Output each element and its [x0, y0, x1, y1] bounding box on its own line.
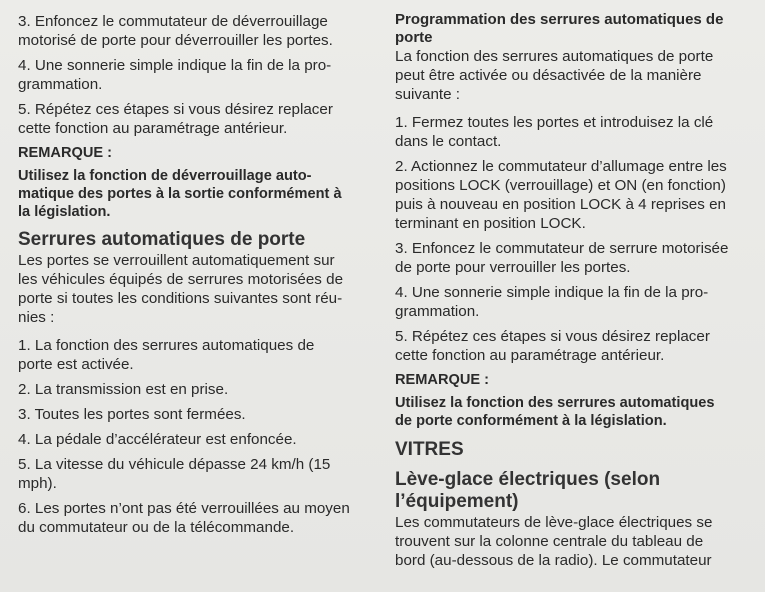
text-line: 4. Une sonnerie simple indique la fin de la pro-: [18, 57, 332, 74]
text-line: suivante :: [395, 86, 461, 103]
text-line: trouvent sur la colonne centrale du tableau de: [395, 533, 704, 550]
note-label: REMARQUE :: [18, 145, 113, 161]
step-4-chime: [18, 56, 368, 94]
condition-4: 4. La pédale d’accélérateur est enfoncée.: [18, 431, 297, 448]
note-label: REMARQUE :: [395, 372, 490, 388]
text-line: 3. Enfoncez le commutateur de serrure motorisée: [395, 240, 729, 257]
text-line: cette fonction au paramétrage antérieur.: [395, 347, 665, 364]
prog-step-5: [395, 327, 747, 365]
text-line: positions LOCK (verrouillage) et ON (en fonction): [395, 177, 726, 194]
condition-6: [18, 499, 368, 537]
text-line: peut être activée ou désactivée de la manière: [395, 67, 702, 84]
prog-step-3: [395, 239, 747, 277]
text-line: l’équipement): [395, 491, 519, 512]
prog-step-2: [395, 157, 747, 233]
text-line: cette fonction au paramétrage antérieur.: [18, 120, 288, 137]
note-text: [395, 394, 747, 430]
prog-step-4: [395, 283, 747, 321]
text-line: grammation.: [18, 76, 103, 93]
section-title-windows: VITRES: [395, 439, 464, 460]
programming-title: [395, 11, 747, 47]
condition-5: [18, 455, 368, 493]
text-line: du commutateur ou de la télécommande.: [18, 519, 295, 536]
text-line: 5. La vitesse du véhicule dépasse 24 km/h (15: [18, 456, 331, 473]
text-line: porte: [395, 29, 433, 46]
text-line: dans le contact.: [395, 133, 502, 150]
prog-step-1: [395, 113, 747, 151]
step-3-unlock: [18, 12, 368, 50]
text-line: Utilisez la fonction des serrures automatiques: [395, 395, 715, 411]
auto-lock-intro: [18, 251, 368, 327]
condition-3: 3. Toutes les portes sont fermées.: [18, 406, 246, 423]
text-line: 1. Fermez toutes les portes et introduisez la clé: [395, 114, 714, 131]
power-windows-body: [395, 513, 747, 570]
text-line: nies :: [18, 309, 55, 326]
text-line: terminant en position LOCK.: [395, 215, 586, 232]
programming-intro: [395, 47, 747, 104]
text-line: grammation.: [395, 303, 480, 320]
text-line: porte si toutes les conditions suivantes sont réu-: [18, 290, 343, 307]
subsection-title-power-windows: [395, 469, 747, 513]
text-line: bord (au-dessous de la radio). Le commutateur: [395, 552, 712, 569]
text-line: les véhicules équipés de serrures motorisées de: [18, 271, 344, 288]
text-line: matique des portes à la sortie conformément à: [18, 186, 342, 202]
text-line: Les portes se verrouillent automatiquement sur: [18, 252, 335, 269]
text-line: 1. La fonction des serrures automatiques de: [18, 337, 315, 354]
text-line: motorisé de porte pour déverrouiller les portes.: [18, 32, 333, 49]
condition-2: 2. La transmission est en prise.: [18, 381, 229, 398]
text-line: 5. Répétez ces étapes si vous désirez replacer: [18, 101, 333, 118]
text-line: porte est activée.: [18, 356, 134, 373]
step-5-repeat: [18, 100, 368, 138]
text-line: 2. Actionnez le commutateur d’allumage entre les: [395, 158, 727, 175]
condition-1: [18, 336, 368, 374]
text-line: 4. Une sonnerie simple indique la fin de la pro-: [395, 284, 709, 301]
text-line: Programmation des serrures automatiques de: [395, 11, 724, 28]
text-line: 3. Enfoncez le commutateur de déverrouillage: [18, 13, 328, 30]
text-line: la législation.: [18, 204, 111, 220]
note-text: [18, 167, 368, 221]
text-line: La fonction des serrures automatiques de porte: [395, 48, 714, 65]
text-line: de porte pour verrouiller les portes.: [395, 259, 631, 276]
left-column: [18, 0, 368, 543]
text-line: Les commutateurs de lève-glace électriques se: [395, 514, 713, 531]
text-line: 6. Les portes n’ont pas été verrouillées au moyen: [18, 500, 350, 517]
text-line: de porte conformément à la législation.: [395, 413, 667, 429]
text-line: Utilisez la fonction de déverrouillage auto-: [18, 168, 312, 184]
text-line: puis à nouveau en position LOCK à 4 reprises en: [395, 196, 726, 213]
section-title-auto-locks: Serrures automatiques de porte: [18, 229, 306, 250]
text-line: Lève-glace électriques (selon: [395, 469, 661, 490]
text-line: 5. Répétez ces étapes si vous désirez replacer: [395, 328, 710, 345]
text-line: mph).: [18, 475, 57, 492]
right-column: [395, 0, 747, 576]
